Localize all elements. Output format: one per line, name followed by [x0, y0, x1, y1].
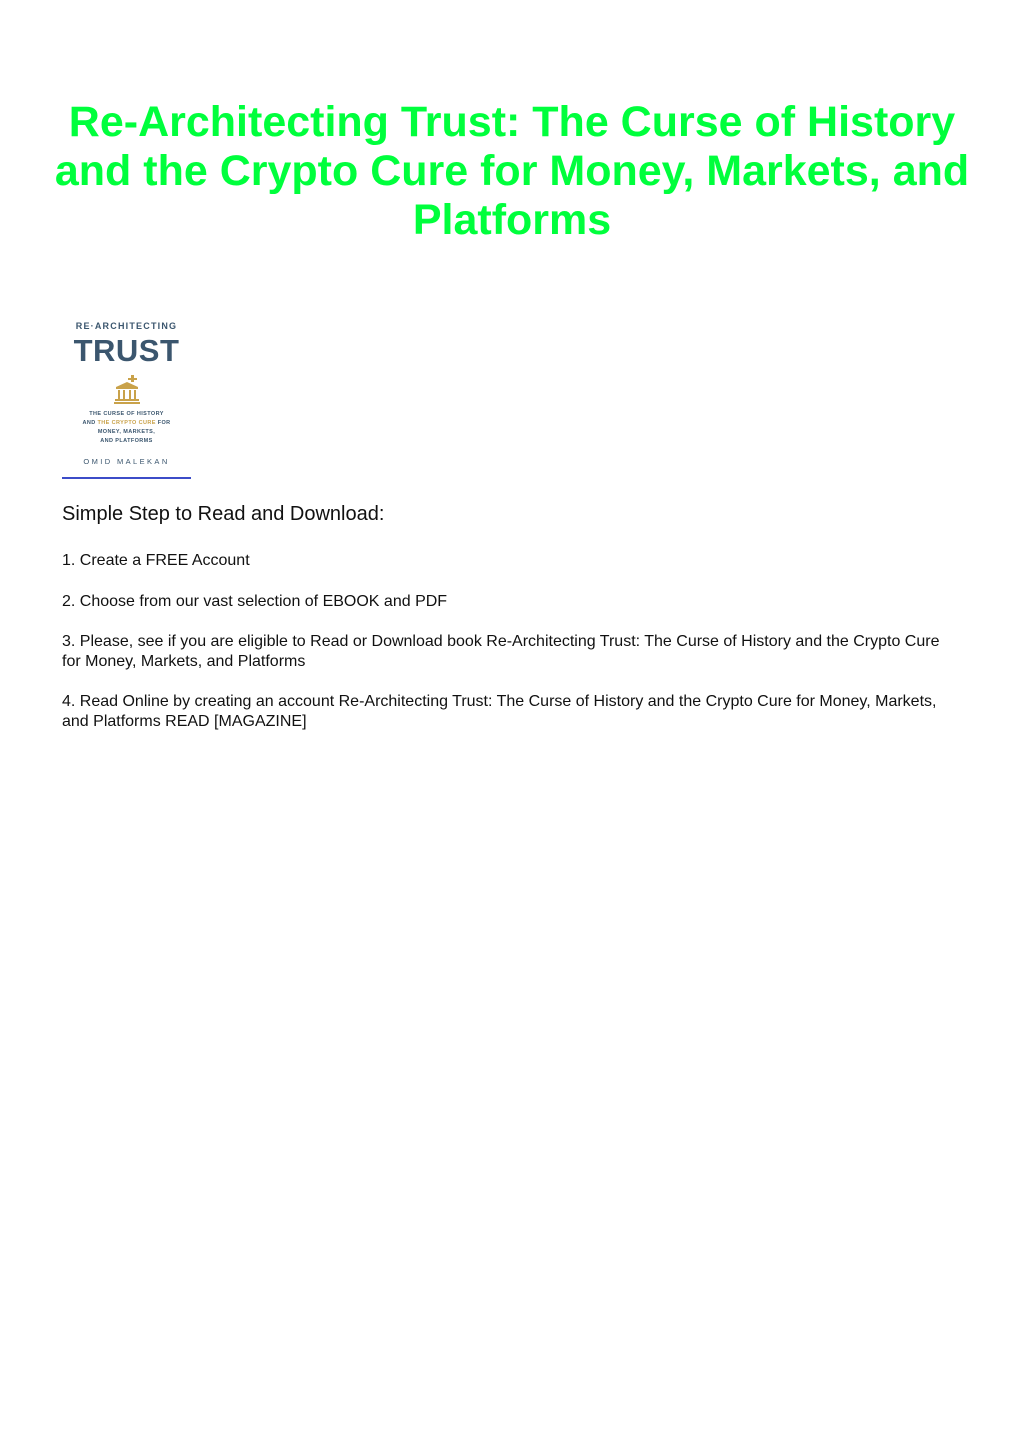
cover-subtitle-and: AND [82, 420, 96, 426]
step-item: 4. Read Online by creating an account Re-Architecting Trust: The Curse of History and the Crypto Cure for Money, Markets, and Platforms READ [MAGAZINE] [62, 693, 937, 730]
bank-building-icon [113, 373, 141, 405]
cover-subtitle [62, 410, 191, 446]
cover-subtitle-for: FOR [157, 420, 171, 426]
step-item: 2. Choose from our vast selection of EBOOK and PDF [62, 593, 448, 610]
book-cover-image[interactable] [62, 313, 191, 479]
cover-author: OMID MALEKAN [83, 457, 170, 466]
cover-subtitle-gold: THE CRYPTO CURE [97, 420, 156, 426]
step-item: 1. Create a FREE Account [62, 552, 250, 569]
cover-title-line1: RE·ARCHITECTING [75, 321, 178, 331]
cover-subtitle-line-c: MONEY, MARKETS, [97, 429, 156, 435]
steps-heading: Simple Step to Read and Download: [62, 503, 385, 525]
cover-subtitle-line-b [62, 419, 191, 428]
step-item: 3. Please, see if you are eligible to Read or Download book Re-Architecting Trust: The Curse of History and the Crypto Cure for Money, Markets, and Platforms [62, 633, 940, 670]
cover-subtitle-line-a: THE CURSE OF HISTORY [89, 411, 164, 417]
cover-title-line2: TRUST [73, 333, 180, 368]
page-title: Re-Architecting Trust: The Curse of History and the Crypto Cure for Money, Markets, and Platforms [54, 98, 970, 244]
cover-subtitle-line-d: AND PLATFORMS [100, 438, 153, 444]
